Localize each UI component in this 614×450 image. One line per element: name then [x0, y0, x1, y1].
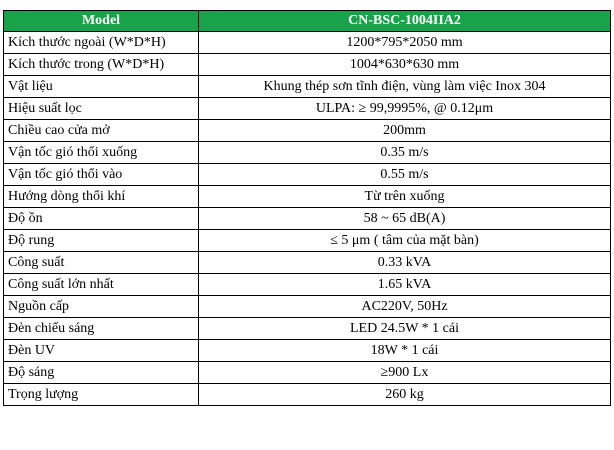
spec-value: 0.55 m/s: [199, 164, 611, 186]
spec-value: LED 24.5W * 1 cái: [199, 318, 611, 340]
spec-label: Công suất lớn nhất: [4, 274, 199, 296]
spec-value: 18W * 1 cái: [199, 340, 611, 362]
spec-table-header: [4, 11, 611, 32]
spec-label: Vận tốc gió thổi xuống: [4, 142, 199, 164]
spec-value: 1200*795*2050 mm: [199, 32, 611, 54]
table-row: [4, 120, 611, 142]
table-row: [4, 164, 611, 186]
spec-label: Vận tốc gió thổi vào: [4, 164, 199, 186]
spec-value: 0.33 kVA: [199, 252, 611, 274]
table-row: [4, 318, 611, 340]
spec-label: Độ ồn: [4, 208, 199, 230]
spec-label: Độ sáng: [4, 362, 199, 384]
spec-value: 260 kg: [199, 384, 611, 406]
table-row: [4, 186, 611, 208]
table-row: [4, 340, 611, 362]
spec-label: Trọng lượng: [4, 384, 199, 406]
table-row: [4, 98, 611, 120]
spec-table-body: [4, 32, 611, 406]
spec-label: Công suất: [4, 252, 199, 274]
table-row: [4, 54, 611, 76]
table-row: [4, 208, 611, 230]
spec-label: Kích thước trong (W*D*H): [4, 54, 199, 76]
table-row: [4, 362, 611, 384]
spec-label: Đèn UV: [4, 340, 199, 362]
spec-table: [3, 10, 611, 406]
spec-label: Độ rung: [4, 230, 199, 252]
table-row: [4, 230, 611, 252]
spec-label: Kích thước ngoài (W*D*H): [4, 32, 199, 54]
spec-label: Vật liệu: [4, 76, 199, 98]
spec-value: ≤ 5 μm ( tâm của mặt bàn): [199, 230, 611, 252]
spec-value: 200mm: [199, 120, 611, 142]
spec-label: Chiều cao cửa mở: [4, 120, 199, 142]
spec-value: Khung thép sơn tĩnh điện, vùng làm việc Inox 304: [199, 76, 611, 98]
spec-value: 0.35 m/s: [199, 142, 611, 164]
spec-value: 1004*630*630 mm: [199, 54, 611, 76]
table-row: [4, 274, 611, 296]
spec-value: 1.65 kVA: [199, 274, 611, 296]
header-row: [4, 11, 611, 32]
header-model-value: CN-BSC-1004IIA2: [199, 11, 611, 32]
table-row: [4, 142, 611, 164]
header-model-label: Model: [4, 11, 199, 32]
spec-value: ≥900 Lx: [199, 362, 611, 384]
spec-label: Nguồn cấp: [4, 296, 199, 318]
spec-label: Hướng dòng thổi khí: [4, 186, 199, 208]
table-row: [4, 76, 611, 98]
table-row: [4, 296, 611, 318]
spec-value: ULPA: ≥ 99,9995%, @ 0.12μm: [199, 98, 611, 120]
table-row: [4, 32, 611, 54]
spec-value: Từ trên xuống: [199, 186, 611, 208]
spec-value: 58 ~ 65 dB(A): [199, 208, 611, 230]
spec-value: AC220V, 50Hz: [199, 296, 611, 318]
table-row: [4, 384, 611, 406]
spec-label: Đèn chiếu sáng: [4, 318, 199, 340]
spec-label: Hiệu suất lọc: [4, 98, 199, 120]
table-row: [4, 252, 611, 274]
